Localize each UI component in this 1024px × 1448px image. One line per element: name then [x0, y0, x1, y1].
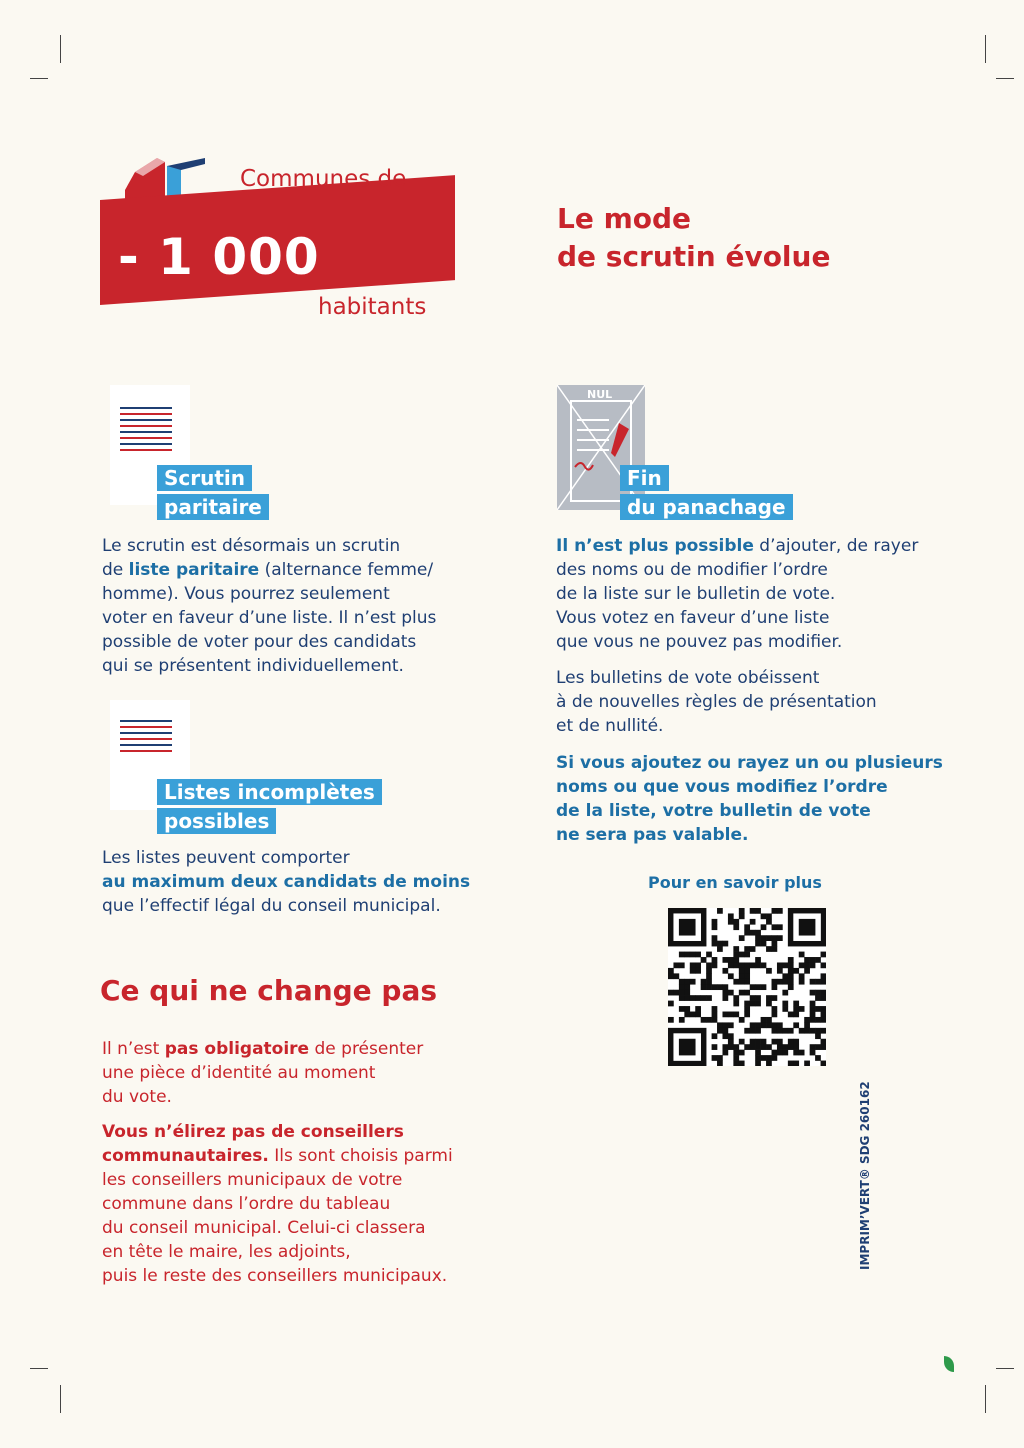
more-info-label: Pour en savoir plus: [648, 873, 822, 892]
text-line: Vous n’élirez pas de conseillers: [102, 1122, 404, 1142]
main-title-line1: Le mode: [557, 202, 692, 235]
ce-qui-text-1: [102, 1037, 423, 1109]
scrutin-tag-line1: Scrutin: [157, 465, 252, 491]
crop-mark: [985, 1385, 986, 1413]
text-line: du conseil municipal. Celui-ci classera: [102, 1218, 426, 1238]
text-line: de la liste, votre bulletin de vote: [556, 801, 871, 821]
text-line: commune dans l’ordre du tableau: [102, 1194, 391, 1214]
text-line: de liste paritaire (alternance femme/: [102, 560, 434, 580]
text-line: voter en faveur d’une liste. Il n’est plus: [102, 608, 437, 628]
crop-mark: [996, 78, 1014, 79]
listes-tag-line2: possibles: [157, 808, 276, 834]
text-line: des noms ou de modifier l’ordre: [556, 560, 828, 580]
ce-qui-title: Ce qui ne change pas: [100, 974, 438, 1007]
text-line: Si vous ajoutez ou rayez un ou plusieurs: [556, 753, 943, 773]
qr-code-icon: [668, 908, 826, 1066]
leaf-icon: [944, 1356, 954, 1372]
text-line: possible de voter pour des candidats: [102, 632, 417, 652]
crop-mark: [30, 78, 48, 79]
text-line: Vous votez en faveur d’une liste: [556, 608, 830, 628]
panachage-tag-line1: Fin: [620, 465, 669, 491]
text-line: une pièce d’identité au moment: [102, 1063, 376, 1083]
text-line: communautaires. Ils sont choisis parmi: [102, 1146, 453, 1166]
text-line: qui se présentent individuellement.: [102, 656, 404, 676]
text-line: que vous ne pouvez pas modifier.: [556, 632, 843, 652]
qr-code[interactable]: [668, 908, 826, 1066]
communes-logo: [100, 150, 460, 330]
ballot-nul-icon: [557, 385, 645, 510]
crop-mark: [985, 35, 986, 63]
panachage-text-2: [556, 666, 877, 738]
text-line: Il n’est pas obligatoire de présenter: [102, 1039, 424, 1059]
habitants-label: habitants: [318, 294, 427, 320]
main-title: [557, 200, 830, 276]
communes-de-label: Communes de: [240, 166, 407, 192]
population-number: - 1 000: [118, 228, 320, 286]
main-title-line2: de scrutin évolue: [557, 240, 831, 273]
crop-mark: [996, 1368, 1014, 1369]
nul-label: NUL: [587, 388, 613, 401]
text-line: les conseillers municipaux de votre: [102, 1170, 403, 1190]
panachage-text-3: [556, 751, 943, 847]
text-line: que l’effectif légal du conseil municipal.: [102, 896, 441, 916]
listes-text: [102, 846, 470, 918]
scrutin-tag-line2: paritaire: [157, 494, 269, 520]
text-line: en tête le maire, les adjoints,: [102, 1242, 351, 1262]
crop-mark: [60, 35, 61, 63]
text-line: ne sera pas valable.: [556, 825, 749, 845]
listes-tag-line1: Listes incomplètes: [157, 779, 382, 805]
text-line: Les bulletins de vote obéissent: [556, 668, 820, 688]
text-line: Les listes peuvent comporter: [102, 848, 350, 868]
crop-mark: [30, 1368, 48, 1369]
text-line: et de nullité.: [556, 716, 664, 736]
text-line: Il n’est plus possible d’ajouter, de rayer: [556, 536, 919, 556]
text-line: de la liste sur le bulletin de vote.: [556, 584, 836, 604]
text-line: à de nouvelles règles de présentation: [556, 692, 877, 712]
ce-qui-text-2: [102, 1120, 453, 1288]
panachage-tag-line2: du panachage: [620, 494, 793, 520]
text-line: puis le reste des conseillers municipaux.: [102, 1266, 448, 1286]
panachage-text-1: [556, 534, 918, 654]
scrutin-text: [102, 534, 436, 678]
text-line: homme). Vous pourrez seulement: [102, 584, 390, 604]
crossed-ballot-icon: [557, 385, 645, 510]
text-line: au maximum deux candidats de moins: [102, 872, 471, 892]
text-line: Le scrutin est désormais un scrutin: [102, 536, 401, 556]
text-line: du vote.: [102, 1087, 172, 1107]
crop-mark: [60, 1385, 61, 1413]
imprim-vert-label: IMPRIM’VERT® SDG 260162: [858, 1081, 872, 1270]
text-line: noms ou que vous modifiez l’ordre: [556, 777, 888, 797]
